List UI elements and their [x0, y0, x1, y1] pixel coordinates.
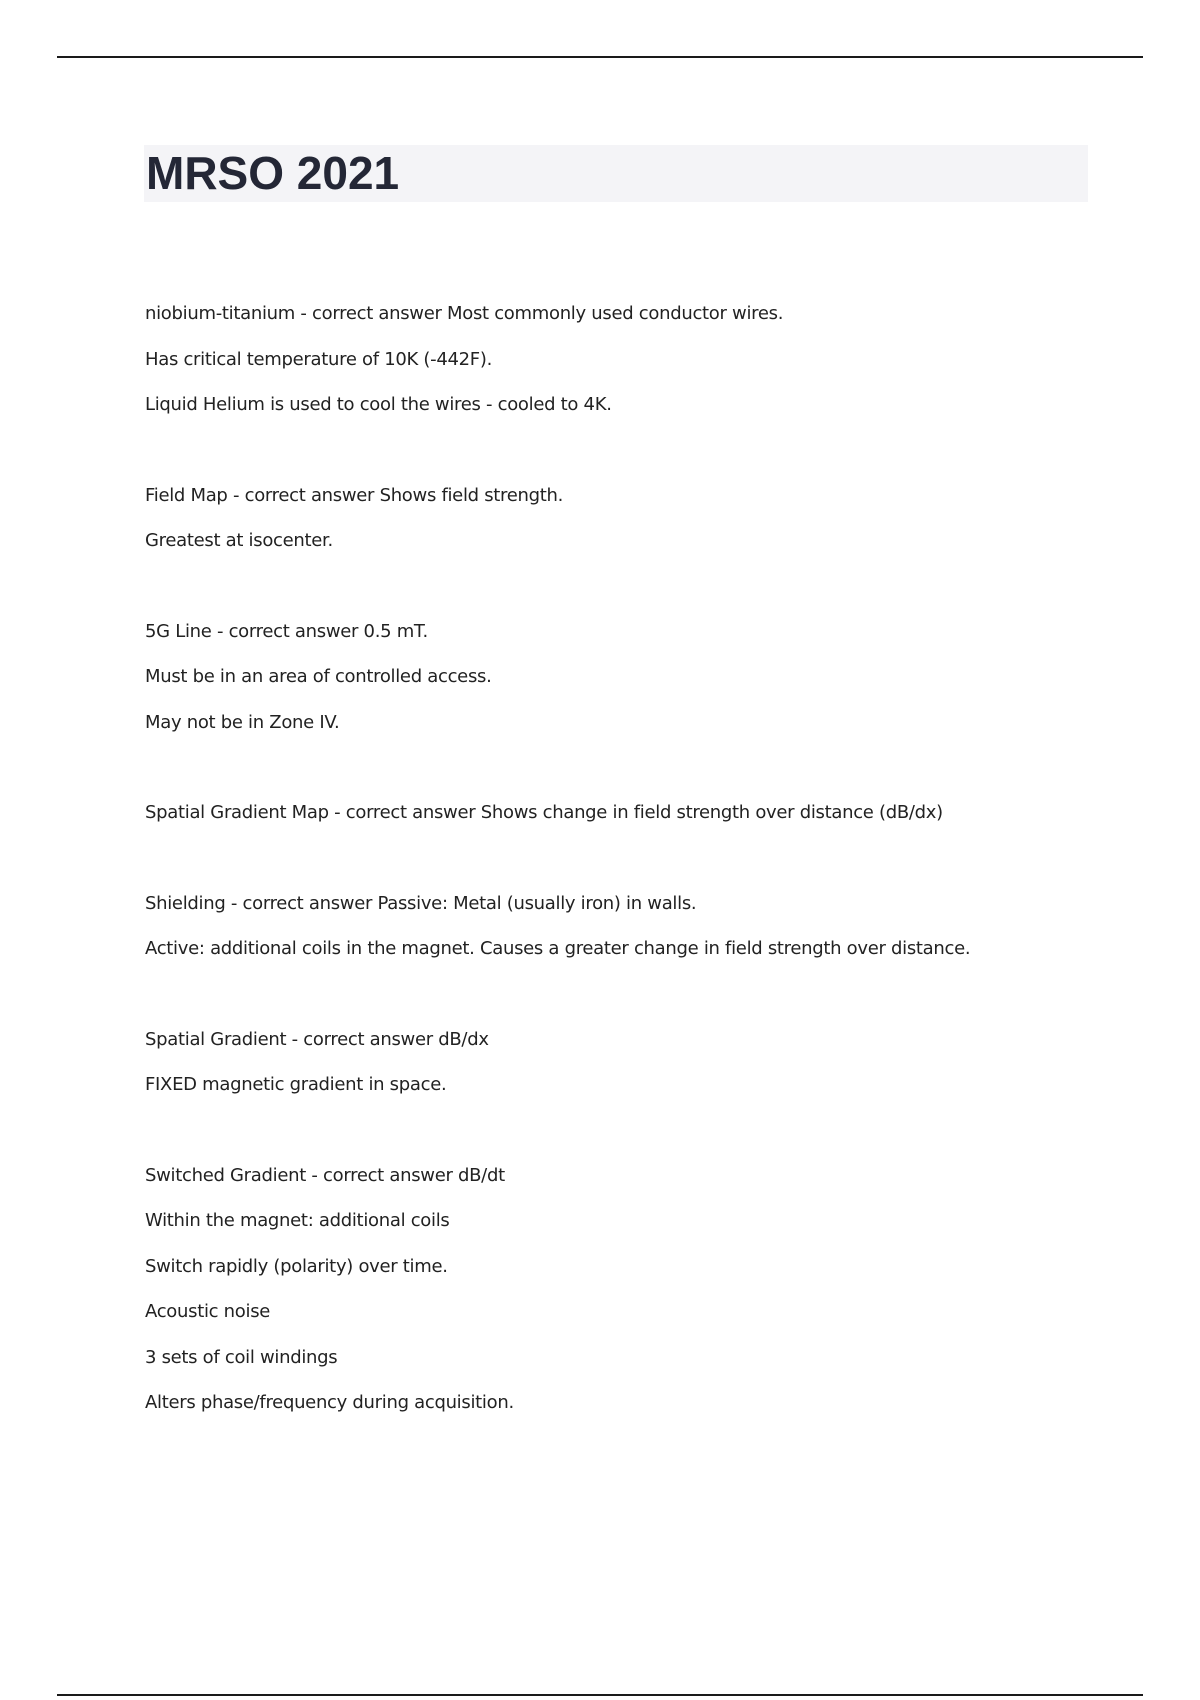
- flashcard-list: [145, 291, 1105, 1471]
- entry-line: Switch rapidly (polarity) over time.: [145, 1255, 448, 1277]
- entry-line: Shielding - correct answer Passive: Metal (usually iron) in walls.: [145, 892, 697, 914]
- header-rule: [57, 56, 1143, 58]
- page-title: MRSO 2021: [146, 147, 400, 199]
- entry-line: Acoustic noise: [145, 1301, 271, 1322]
- entry-line: Spatial Gradient Map - correct answer Shows change in field strength over distance (dB/dx): [145, 802, 943, 823]
- entry-line: FIXED magnetic gradient in space.: [145, 1074, 447, 1095]
- entry-line: Field Map - correct answer Shows field strength.: [145, 484, 564, 506]
- entry-line: Has critical temperature of 10K (-442F).: [145, 348, 493, 370]
- flashcard-entry: [145, 790, 1105, 836]
- footer-rule: [57, 1694, 1143, 1696]
- entry-line: Within the magnet: additional coils: [145, 1210, 450, 1231]
- flashcard-entry: [145, 609, 1105, 746]
- flashcard-entry: [145, 473, 1105, 564]
- entry-line: Liquid Helium is used to cool the wires - cooled to 4K.: [145, 394, 612, 415]
- entry-line: niobium-titanium - correct answer Most commonly used conductor wires.: [145, 303, 784, 324]
- entry-line: Active: additional coils in the magnet. Causes a greater change in field strength over distance.: [145, 938, 971, 959]
- entry-line: Switched Gradient - correct answer dB/dt: [145, 1164, 505, 1186]
- entry-line: May not be in Zone IV.: [145, 711, 340, 733]
- flashcard-entry: [145, 1017, 1105, 1108]
- flashcard-entry: [145, 1153, 1105, 1426]
- entry-line: 5G Line - correct answer 0.5 mT.: [145, 620, 428, 642]
- entry-line: Must be in an area of controlled access.: [145, 666, 492, 687]
- entry-line: Spatial Gradient - correct answer dB/dx: [145, 1028, 489, 1050]
- flashcard-entry: [145, 291, 1105, 428]
- entry-line: Alters phase/frequency during acquisition.: [145, 1392, 514, 1413]
- entry-line: 3 sets of coil windings: [145, 1346, 338, 1368]
- entry-line: Greatest at isocenter.: [145, 530, 333, 551]
- flashcard-entry: [145, 881, 1105, 972]
